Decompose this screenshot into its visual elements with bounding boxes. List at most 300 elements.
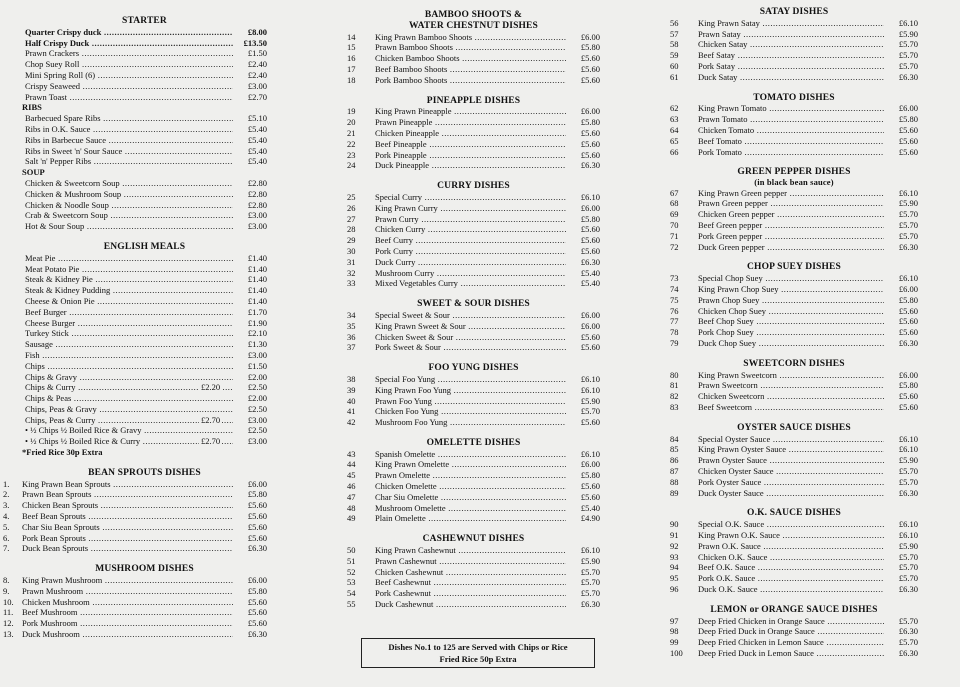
item-number: 100: [670, 647, 683, 658]
item-number: 48: [347, 502, 356, 513]
menu-item: [670, 530, 918, 541]
item-name: Beef Mushroom .....: [22, 607, 233, 618]
item-name: Special Curry .....: [375, 192, 566, 203]
item-name: Special O.K. Sauce .....: [698, 519, 884, 530]
item-number: 20: [347, 117, 356, 128]
item-name: Beef Tomato .....: [698, 136, 884, 147]
item-price: £1.40: [247, 295, 267, 306]
section-heading: GREEN PEPPER DISHES: [737, 167, 851, 178]
item-name: Duck Cashewnut .....: [375, 599, 566, 610]
item-price: £3.00: [247, 210, 267, 221]
item-name: King Prawn Sweet & Sour .....: [375, 321, 566, 332]
item-price: £6.30: [898, 338, 918, 349]
item-small-price: £2.70: [201, 436, 221, 447]
item-price: £6.10: [580, 384, 600, 395]
item-number: 89: [670, 487, 679, 498]
section-heading: OYSTER SAUCE DISHES: [737, 422, 851, 433]
item-name: King Prawn Satay .....: [698, 18, 884, 29]
item-price: £6.00: [580, 106, 600, 117]
menu-section: [347, 299, 600, 353]
menu-section: [22, 16, 267, 232]
item-name: Pork Mushroom .....: [22, 618, 233, 629]
item-number: 2.: [3, 489, 10, 500]
item-number: 58: [670, 39, 679, 50]
menu-item: [670, 316, 918, 327]
item-small-price: £2.20: [201, 382, 221, 393]
item-price: £6.10: [898, 519, 918, 530]
menu-item: [347, 42, 600, 53]
item-number: 43: [347, 448, 356, 459]
item-name: Mushroom Curry .....: [375, 268, 566, 279]
item-price: £5.90: [580, 395, 600, 406]
item-name: Prawn Bamboo Shoots .....: [375, 42, 566, 53]
item-name: Chicken O.K. Sauce .....: [698, 552, 884, 563]
item-name: Chips & Gravy .....: [25, 372, 233, 383]
menu-item: [347, 492, 600, 503]
item-number: 90: [670, 519, 679, 530]
item-name: Beef Satay .....: [698, 50, 884, 61]
item-name: Special Chop Suey .....: [698, 273, 884, 284]
item-price: £2.50: [247, 403, 267, 414]
item-price: £5.60: [580, 74, 600, 85]
item-price: £5.60: [247, 532, 267, 543]
item-price: £5.60: [898, 305, 918, 316]
item-number: 15: [347, 42, 356, 53]
item-name: Prawn Pineapple .....: [375, 117, 566, 128]
item-price: £5.80: [898, 380, 918, 391]
item-number: 54: [347, 588, 356, 599]
menu-item: [670, 637, 918, 648]
item-name: Mushroom Foo Yung .....: [375, 417, 566, 428]
menu-item: [22, 425, 267, 436]
menu-item: [670, 72, 918, 83]
item-price: £6.10: [580, 373, 600, 384]
item-number: 62: [670, 103, 679, 114]
item-number: 69: [670, 209, 679, 220]
item-number: 71: [670, 230, 679, 241]
item-price: £5.60: [898, 135, 918, 146]
item-number: 70: [670, 220, 679, 231]
item-name: Duck O.K. Sauce .....: [698, 584, 884, 595]
item-number: 81: [670, 380, 679, 391]
item-number: 46: [347, 481, 356, 492]
menu-item: [347, 374, 600, 385]
menu-item: [22, 200, 267, 211]
menu-item: [22, 27, 267, 38]
item-number: 97: [670, 615, 679, 626]
menu-item: [347, 396, 600, 407]
item-name: Crispy Seaweed .....: [25, 81, 233, 92]
item-name: King Prawn Tomato .....: [698, 103, 884, 114]
menu-section: [3, 564, 267, 640]
item-name: Duck Green pepper .....: [698, 242, 884, 253]
item-price: £5.40: [247, 123, 267, 134]
item-name: Chicken Pineapple .....: [375, 128, 566, 139]
item-price: £6.10: [898, 273, 918, 284]
menu-section: [347, 363, 600, 428]
item-price: £5.70: [580, 577, 600, 588]
item-name: Duck Pineapple .....: [375, 160, 566, 171]
item-number: 18: [347, 74, 356, 85]
menu-item: [347, 106, 600, 117]
item-name: Duck Mushroom .....: [22, 629, 233, 640]
item-name: Special Foo Yung .....: [375, 374, 566, 385]
menu-item: [3, 532, 267, 544]
menu-item: [347, 64, 600, 75]
menu-item: [670, 402, 918, 413]
menu-item: [22, 135, 267, 146]
item-number: 25: [347, 191, 356, 202]
item-name: • ½ Chips ½ Boiled Rice & Gravy .....: [25, 425, 233, 436]
menu-item: [22, 253, 267, 264]
item-price: £2.80: [247, 177, 267, 188]
item-name: Ribs in Barbecue Sauce .....: [25, 135, 233, 146]
item-name: King Prawn Chop Suey .....: [698, 284, 884, 295]
item-price: £5.70: [580, 566, 600, 577]
section-heading: SWEETCORN DISHES: [743, 358, 845, 369]
section-heading: SATAY DISHES: [759, 7, 829, 17]
item-price: £5.80: [898, 294, 918, 305]
menu-item: [22, 274, 267, 285]
item-number: 19: [347, 106, 356, 117]
menu-item: [22, 146, 267, 157]
item-number: 42: [347, 417, 356, 428]
menu-item: [670, 370, 918, 381]
item-number: 30: [347, 245, 356, 256]
item-name: King Prawn Bean Sprouts .....: [22, 479, 233, 490]
item-number: 80: [670, 369, 679, 380]
menu-item: [347, 332, 600, 343]
item-name: Pork Tomato .....: [698, 147, 884, 158]
item-name: • ½ Chips ½ Boiled Rice & Curry .....: [25, 436, 233, 447]
item-name: Pork Bean Sprouts .....: [22, 533, 233, 544]
item-name: Beef Pineapple .....: [375, 139, 566, 150]
item-price: £1.50: [247, 360, 267, 371]
item-price: £5.70: [898, 573, 918, 584]
item-name: Plain Omelette .....: [375, 513, 566, 524]
item-name: Chicken Foo Yung .....: [375, 406, 566, 417]
item-name: Pork O.K. Sauce .....: [698, 573, 884, 584]
item-name: Pork Curry .....: [375, 246, 566, 257]
menu-item: [670, 29, 918, 40]
item-number: 79: [670, 338, 679, 349]
section-heading: SWEET & SOUR DISHES: [417, 299, 530, 310]
menu-column-1: [3, 0, 267, 640]
menu-item: [670, 273, 918, 284]
item-name: King Prawn Omelette .....: [375, 459, 566, 470]
menu-item: [347, 117, 600, 128]
item-price: £5.60: [580, 491, 600, 502]
section-heading: O.K. SAUCE DISHES: [747, 508, 841, 519]
menu-item: [22, 189, 267, 200]
item-name: Steak & Kidney Pudding .....: [25, 285, 233, 296]
item-price: £5.80: [580, 213, 600, 224]
item-number: 4.: [3, 511, 10, 522]
item-number: 31: [347, 256, 356, 267]
item-number: 32: [347, 267, 356, 278]
item-number: 56: [670, 17, 679, 28]
item-price: £5.70: [898, 615, 918, 626]
item-price: £5.60: [898, 391, 918, 402]
menu-item: [22, 339, 267, 350]
menu-item: [670, 147, 918, 158]
menu-item: [347, 481, 600, 492]
menu-item: [22, 372, 267, 383]
item-price: £1.40: [247, 285, 267, 296]
menu-section: [347, 438, 600, 524]
menu-section: [670, 359, 918, 413]
item-name: King Prawn Mushroom .....: [22, 575, 233, 586]
item-price: £2.70: [247, 91, 267, 102]
item-price: £5.70: [898, 39, 918, 50]
item-price: £5.60: [580, 63, 600, 74]
item-name: Duck Satay .....: [698, 72, 884, 83]
item-price: £6.10: [580, 191, 600, 202]
menu-item: [670, 18, 918, 29]
menu-item: [347, 449, 600, 460]
item-name: Deep Fried Duck in Orange Sauce .....: [698, 626, 884, 637]
item-number: 34: [347, 309, 356, 320]
item-small-price: £2.70: [201, 414, 221, 425]
menu-item: [670, 306, 918, 317]
item-price: £8.00: [247, 26, 267, 37]
item-price: £5.80: [247, 489, 267, 500]
item-name: Duck Oyster Sauce .....: [698, 488, 884, 499]
item-price: £2.10: [247, 328, 267, 339]
item-name: Chop Suey Roll .....: [25, 59, 233, 70]
item-name: Chicken Chop Suey .....: [698, 306, 884, 317]
section-subheading: WATER CHESTNUT DISHES: [409, 20, 538, 31]
item-price: £5.40: [580, 267, 600, 278]
menu-note: RIBS: [22, 102, 42, 113]
menu-item: [670, 466, 918, 477]
menu-item: [347, 128, 600, 139]
item-price: £5.60: [580, 331, 600, 342]
item-price: £1.30: [247, 339, 267, 350]
item-price: £5.80: [580, 42, 600, 53]
menu-item: [22, 393, 267, 404]
menu-item: [347, 203, 600, 214]
menu-item: [3, 511, 267, 522]
item-name: Prawn Cashewnut .....: [375, 556, 566, 567]
section-heading: CHOP SUEY DISHES: [747, 262, 841, 273]
item-name: Chicken Sweetcorn .....: [698, 391, 884, 402]
item-number: 45: [347, 470, 356, 481]
item-number: 12.: [3, 618, 14, 629]
item-name: Prawn Mushroom .....: [22, 586, 233, 597]
item-price: £5.90: [898, 28, 918, 39]
item-name: Chicken Cashewnut .....: [375, 567, 566, 578]
item-price: £5.60: [580, 481, 600, 492]
menu-item: [670, 477, 918, 488]
item-price: £6.10: [898, 17, 918, 28]
menu-item: [670, 327, 918, 338]
item-name: Beef O.K. Sauce .....: [698, 562, 884, 573]
item-price: £5.60: [580, 127, 600, 138]
item-price: £1.90: [247, 317, 267, 328]
item-price: £6.30: [580, 160, 600, 171]
menu-item: [347, 470, 600, 481]
menu-item: [22, 113, 267, 124]
item-name: Beef Cashewnut .....: [375, 577, 566, 588]
item-number: 40: [347, 395, 356, 406]
item-number: 73: [670, 273, 679, 284]
menu-item: [670, 584, 918, 595]
item-name: Prawn Omelette .....: [375, 470, 566, 481]
item-price: £5.70: [580, 406, 600, 417]
menu-item: [22, 70, 267, 81]
item-number: 33: [347, 278, 356, 289]
item-price: £5.60: [580, 417, 600, 428]
menu-item: [22, 48, 267, 59]
item-price: £5.60: [898, 316, 918, 327]
item-number: 14: [347, 31, 356, 42]
item-name: Chicken Sweet & Sour .....: [375, 332, 566, 343]
item-number: 6.: [3, 532, 10, 543]
menu-note: *Fried Rice 30p Extra: [22, 447, 103, 458]
item-price: £1.70: [247, 306, 267, 317]
item-price: £6.00: [580, 31, 600, 42]
item-number: 86: [670, 455, 679, 466]
item-price: £4.90: [580, 513, 600, 524]
item-price: £5.90: [898, 455, 918, 466]
item-name: Half Crispy Duck .....: [25, 38, 233, 49]
item-price: £6.10: [580, 448, 600, 459]
item-name: King Prawn Sweetcorn .....: [698, 370, 884, 381]
item-name: Beef Bamboo Shoots .....: [375, 64, 566, 75]
item-number: 5.: [3, 521, 10, 532]
item-name: Pork Green pepper .....: [698, 231, 884, 242]
menu-item: [670, 188, 918, 199]
item-number: 96: [670, 583, 679, 594]
item-number: 55: [347, 599, 356, 610]
menu-item: [347, 139, 600, 150]
item-number: 22: [347, 138, 356, 149]
menu-item: [347, 588, 600, 599]
item-name: Prawn Foo Yung .....: [375, 396, 566, 407]
item-name: Pork Pineapple .....: [375, 150, 566, 161]
item-price: £1.40: [247, 274, 267, 285]
menu-item: [670, 220, 918, 231]
item-price: £2.40: [247, 59, 267, 70]
section-heading: STARTER: [122, 16, 167, 26]
menu-item: [670, 626, 918, 637]
item-price: £5.60: [580, 138, 600, 149]
menu-item: [347, 235, 600, 246]
item-name: Special Oyster Sauce .....: [698, 434, 884, 445]
item-price: £3.00: [247, 414, 267, 425]
item-price: £5.90: [898, 198, 918, 209]
item-price: £5.60: [580, 149, 600, 160]
item-name: Pork Chop Suey .....: [698, 327, 884, 338]
item-number: 52: [347, 566, 356, 577]
menu-item: [347, 321, 600, 332]
item-number: 76: [670, 305, 679, 316]
item-number: 94: [670, 562, 679, 573]
item-price: £5.60: [580, 235, 600, 246]
menu-item: [347, 417, 600, 428]
item-number: 72: [670, 241, 679, 252]
menu-section: [347, 96, 600, 172]
item-name: Mushroom Omelette .....: [375, 503, 566, 514]
section-heading: BEAN SPROUTS DISHES: [88, 467, 201, 478]
item-price: £5.70: [898, 230, 918, 241]
item-price: £5.80: [580, 470, 600, 481]
item-price: £5.40: [580, 502, 600, 513]
item-number: 99: [670, 637, 679, 648]
item-name: Chips & Curry .....: [25, 382, 233, 393]
menu-item: [670, 648, 918, 659]
item-number: 8.: [3, 575, 10, 586]
menu-item: [670, 541, 918, 552]
item-price: £5.60: [898, 146, 918, 157]
item-name: Beef Sweetcorn .....: [698, 402, 884, 413]
item-price: £2.00: [247, 393, 267, 404]
menu-item: [670, 434, 918, 445]
item-number: 1.: [3, 478, 10, 489]
item-price: £6.10: [898, 444, 918, 455]
item-name: Prawn Tomato .....: [698, 114, 884, 125]
item-price: £6.30: [898, 241, 918, 252]
served-with-notice: [361, 638, 595, 668]
item-price: £5.60: [247, 511, 267, 522]
item-price: £5.60: [580, 245, 600, 256]
menu-column-2: [347, 0, 600, 610]
menu-item: [22, 178, 267, 189]
item-number: 17: [347, 63, 356, 74]
item-name: Pork Cashewnut .....: [375, 588, 566, 599]
item-price: £3.00: [247, 349, 267, 360]
item-name: King Prawn Oyster Sauce .....: [698, 444, 884, 455]
menu-item: [347, 246, 600, 257]
section-heading: MUSHROOM DISHES: [95, 564, 194, 575]
item-number: 93: [670, 551, 679, 562]
menu-item: [347, 342, 600, 353]
menu-item: [3, 629, 267, 640]
item-price: £2.50: [247, 382, 267, 393]
menu-item: [22, 264, 267, 275]
menu-item: [3, 575, 267, 586]
item-number: 10.: [3, 596, 14, 607]
menu-item: [670, 209, 918, 220]
item-name: Prawn Sweetcorn .....: [698, 380, 884, 391]
menu-item: [22, 285, 267, 296]
menu-item: [22, 221, 267, 232]
item-number: 65: [670, 135, 679, 146]
item-price: £1.50: [247, 48, 267, 59]
menu-item: [22, 307, 267, 318]
item-price: £5.90: [580, 555, 600, 566]
item-price: £2.50: [247, 425, 267, 436]
item-name: Pork Oyster Sauce .....: [698, 477, 884, 488]
item-number: 88: [670, 476, 679, 487]
menu-item: [22, 382, 267, 393]
section-heading: FOO YUNG DISHES: [428, 363, 519, 374]
item-name: Spanish Omelette .....: [375, 449, 566, 460]
item-number: 37: [347, 342, 356, 353]
item-number: 61: [670, 71, 679, 82]
item-name: King Prawn Cashewnut .....: [375, 545, 566, 556]
item-name: Meat Pie .....: [25, 253, 233, 264]
menu-item: [22, 124, 267, 135]
item-number: 64: [670, 124, 679, 135]
item-price: £5.60: [247, 596, 267, 607]
item-name: Turkey Stick .....: [25, 328, 233, 339]
menu-item: [347, 556, 600, 567]
item-number: 36: [347, 331, 356, 342]
item-price: £5.60: [580, 224, 600, 235]
menu-section: [670, 508, 918, 594]
